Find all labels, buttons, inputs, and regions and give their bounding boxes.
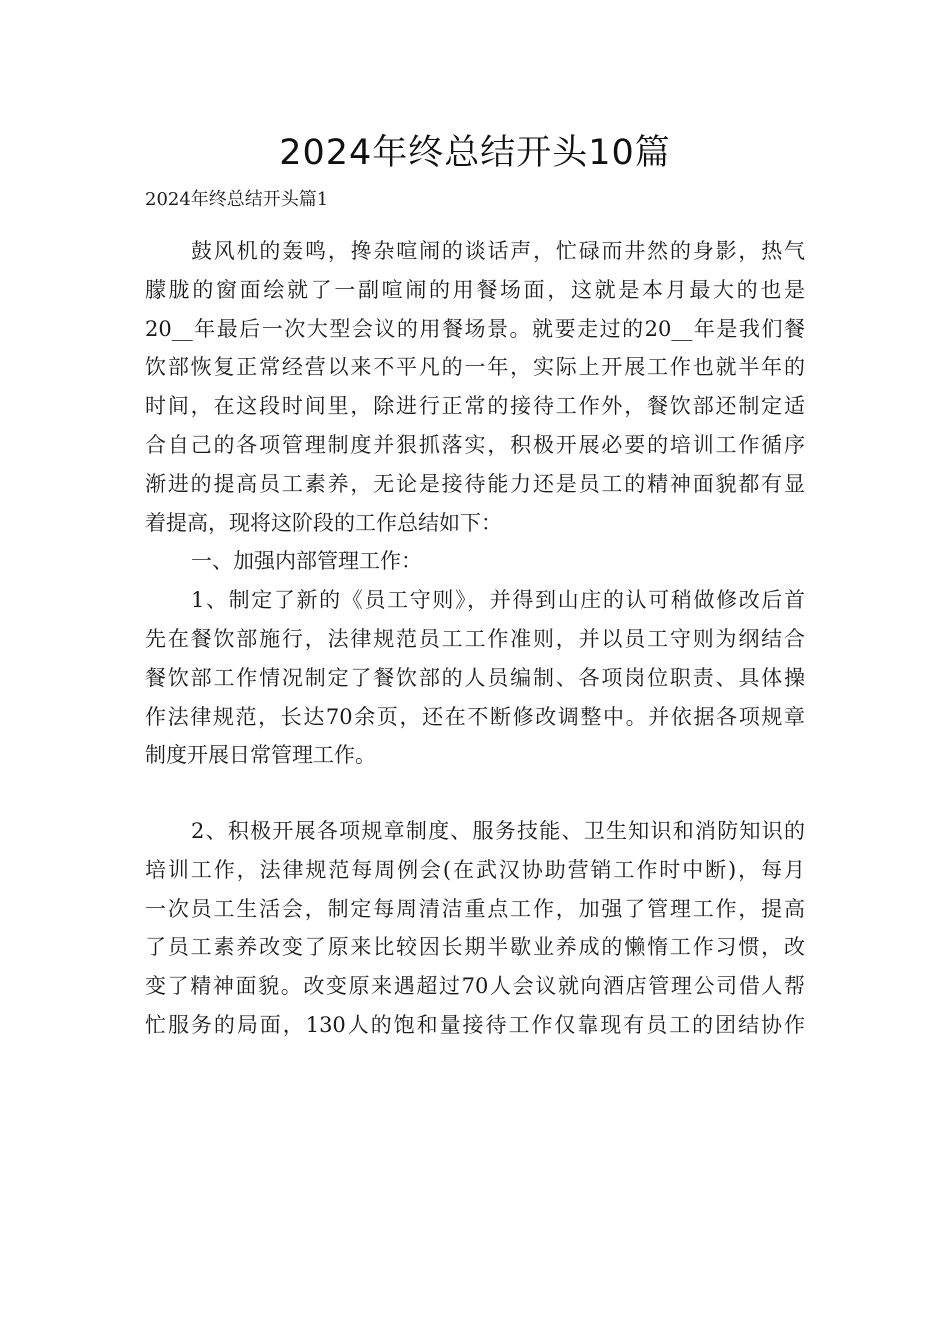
paragraph: [145, 812, 805, 1045]
text-line: 变了精神面貌。改变原来遇超过70人会议就向酒店管理公司借人帮: [145, 974, 805, 999]
text-line: 时间，在这段时间里，除进行正常的接待工作外，餐饮部还制定适: [145, 394, 805, 419]
text-line: 培训工作，法律规范每周例会(在武汉协助营销工作时中断)，每月: [145, 857, 805, 882]
text-line: 一次员工生活会，制定每周清洁重点工作，加强了管理工作，提高: [145, 896, 805, 921]
document-body: [145, 232, 805, 1045]
paragraph: [145, 232, 805, 542]
paragraph: [145, 581, 805, 775]
text-line: 忙服务的局面，130人的饱和量接待工作仅靠现有员工的团结协作: [145, 1012, 805, 1037]
text-line: 渐进的提高员工素养，无论是接待能力还是员工的精神面貌都有显: [145, 471, 805, 496]
text-line: 鼓风机的轰鸣，搀杂喧闹的谈话声，忙碌而井然的身影，热气: [191, 239, 805, 263]
section-heading: 2024年终总结开头篇1: [145, 189, 329, 210]
text-line: 制度开展日常管理工作。: [145, 743, 376, 768]
text-line: 20__年最后一次大型会议的用餐场景。就要走过的20__年是我们餐: [145, 316, 805, 341]
document-title: 2024年终总结开头10篇: [279, 133, 671, 173]
text-line: 了员工素养改变了原来比较因长期半歇业养成的懒惰工作习惯，改: [145, 935, 805, 960]
text-line: 1、制定了新的《员工守则》，并得到山庄的认可稍做修改后首: [191, 588, 805, 613]
text-line: 一、加强内部管理工作：: [191, 549, 422, 574]
text-line: 饮部恢复正常经营以来不平凡的一年，实际上开展工作也就半年的: [145, 355, 805, 380]
text-line: 朦胧的窗面绘就了一副喧闹的用餐场面，这就是本月最大的也是: [145, 277, 805, 302]
text-line: 着提高，现将这阶段的工作总结如下：: [145, 510, 502, 535]
paragraph-gap: [145, 775, 805, 814]
text-line: 2、积极开展各项规章制度、服务技能、卫生知识和消防知识的: [191, 818, 805, 843]
text-line: 作法律规范，长达70余页，还在不断修改调整中。并依据各项规章: [145, 704, 805, 729]
paragraph: [145, 542, 805, 581]
text-line: 餐饮部工作情况制定了餐饮部的人员编制、各项岗位职责、具体操: [145, 665, 805, 690]
text-line: 先在餐饮部施行，法律规范员工工作准则，并以员工守则为纲结合: [145, 626, 805, 651]
text-line: 合自己的各项管理制度并狠抓落实，积极开展必要的培训工作循序: [145, 432, 805, 457]
